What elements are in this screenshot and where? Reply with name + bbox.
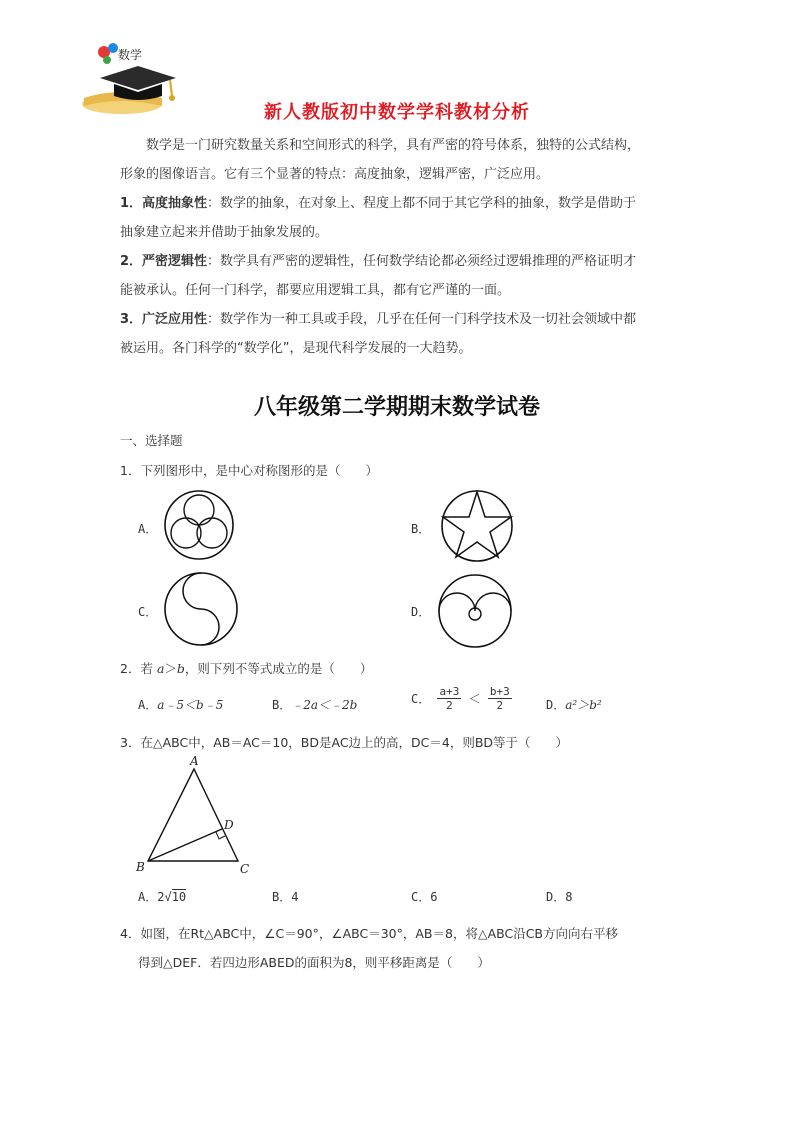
q1-option-a-label: A． [138, 522, 158, 536]
point-2-text: ：数学具有严密的逻辑性，任何数学结论都必须经过逻辑推理的严格证明才 [207, 254, 637, 269]
q2-option-a [138, 696, 223, 713]
frac-2-denominator: 2 [496, 699, 504, 712]
q3-option-c: C．6 [411, 890, 438, 904]
point-1-cont: 抽象建立起来并借助于抽象发展的。 [120, 225, 329, 240]
q2-option-c-frac-2 [488, 685, 512, 712]
vertex-a-label: A [190, 755, 199, 768]
vertex-b-label: B [136, 860, 145, 874]
q4-line-2: 得到△DEF．若四边形ABED的面积为8，则平移距离是（ ） [138, 955, 490, 970]
q2-option-b-label: B． [272, 698, 292, 712]
q3-option-a-coef: 2 [157, 890, 165, 904]
vertex-c-label: C [240, 862, 250, 876]
q2-option-c-frac-1 [437, 685, 461, 712]
q2-option-a-label: A． [138, 698, 158, 712]
logo-label: 数学 [118, 48, 143, 62]
q3-option-d: D．8 [546, 890, 573, 904]
question-1-stem: 1．下列图形中，是中心对称图形的是（ ） [120, 463, 378, 478]
q2-option-c [411, 685, 512, 712]
q2-option-c-lt: ＜ [468, 692, 481, 706]
q4-line-1: 4．如图，在Rt△ABC中，∠C＝90°，∠ABC＝30°，AB＝8，将△ABC沿CB方向向右平移 [120, 926, 619, 941]
q3-option-a-radicand: 10 [171, 890, 187, 904]
q3-triangle-figure [130, 755, 260, 880]
q2-option-a-text: a﹣5＜b﹣5 [157, 698, 224, 712]
q2-option-d [546, 696, 602, 713]
point-2 [120, 247, 680, 276]
q2-option-b-text: ﹣2a＜﹣2b [291, 698, 358, 712]
q1-option-d-figure [436, 572, 514, 650]
q2-var-b: b [176, 661, 185, 676]
q1-option-b-label: B． [411, 522, 431, 536]
point-3-text: ：数学作为一种工具或手段，几乎在任何一门科学技术及一切社会领域中都 [207, 312, 637, 327]
point-1-text: ：数学的抽象，在对象上、程度上都不同于其它学科的抽象，数学是借助于 [207, 196, 637, 211]
exam-title: 八年级第二学期期末数学试卷 [253, 394, 540, 420]
q2-stem-post: ，则下列不等式成立的是（ ） [184, 661, 373, 676]
point-d-label: D [224, 818, 234, 832]
point-2-label: 2．严密逻辑性 [120, 254, 208, 269]
point-3 [120, 305, 680, 334]
point-1-label: 1．高度抽象性 [120, 196, 208, 211]
q2-option-c-label: C． [411, 692, 431, 706]
question-3-stem: 3．在△ABC中，AB＝AC＝10，BD是AC边上的高，DC＝4，则BD等于（ ） [120, 735, 569, 750]
frac-1-numerator: a+3 [439, 685, 460, 698]
sqrt-icon: √ [164, 890, 172, 904]
q1-option-b-figure [437, 488, 517, 564]
q3-option-a [138, 888, 186, 905]
question-4-stem [120, 919, 618, 977]
q2-stem-pre: 2．若 [120, 661, 157, 676]
document-title: 新人教版初中数学学科教材分析 [264, 102, 530, 123]
point-3-label: 3．广泛应用性 [120, 312, 208, 327]
q2-option-b [272, 696, 357, 713]
intro-line-2: 形象的图像语言。它有三个显著的特点：高度抽象，逻辑严密，广泛应用。 [120, 167, 550, 182]
q3-option-a-label: A． [138, 890, 158, 904]
point-1 [120, 189, 680, 218]
q2-option-d-text: a²＞b² [565, 698, 602, 712]
q3-option-b: B．4 [272, 890, 299, 904]
q1-option-d-label: D． [411, 605, 431, 619]
frac-1-denominator: 2 [446, 699, 453, 712]
point-3-cont: 被运用。各门科学的“数学化”，是现代科学发展的一大趋势。 [120, 341, 472, 356]
q2-option-d-label: D． [546, 698, 566, 712]
q1-option-c-figure [162, 570, 240, 648]
point-2-cont: 能被承认。任何一门科学，都要应用逻辑工具，都有它严谨的一面。 [120, 283, 511, 298]
question-2-stem [120, 659, 372, 677]
intro-line-1: 数学是一门研究数量关系和空间形式的科学，具有严密的符号体系，独特的公式结构， [146, 138, 641, 153]
section-heading: 一、选择题 [120, 433, 183, 448]
q2-gt: ＞ [164, 661, 177, 676]
q2-var-a: a [156, 661, 165, 676]
intro-paragraph [120, 131, 680, 363]
frac-2-numerator: b+3 [489, 685, 510, 698]
q1-option-a-figure [162, 488, 236, 562]
q1-option-c-label: C． [138, 605, 158, 619]
